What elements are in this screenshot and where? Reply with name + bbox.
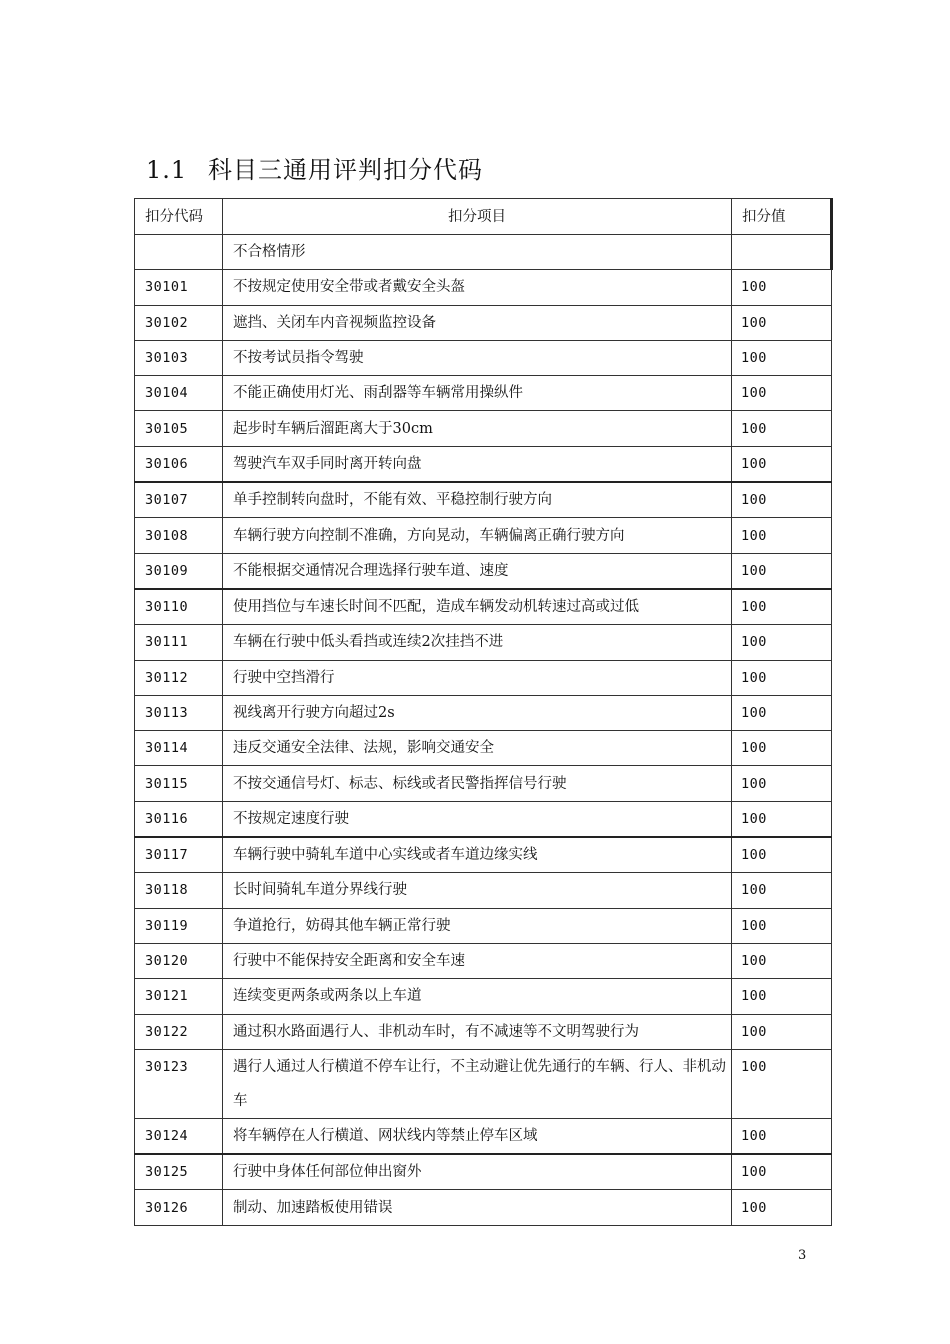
deduction-item: 遮挡、关闭车内音视频监控设备 bbox=[223, 305, 732, 340]
deduction-code: 30122 bbox=[135, 1014, 223, 1049]
header-code: 扣分代码 bbox=[135, 199, 223, 235]
deduction-item: 不按规定使用安全带或者戴安全头盔 bbox=[223, 270, 732, 305]
deduction-code: 30117 bbox=[135, 837, 223, 873]
deduction-code: 30105 bbox=[135, 411, 223, 446]
section-number: 1.1 bbox=[146, 156, 188, 184]
deduction-code: 30116 bbox=[135, 801, 223, 837]
table-header-row bbox=[135, 199, 832, 235]
deduction-value: 100 bbox=[732, 1118, 832, 1154]
deduction-value: 100 bbox=[732, 1190, 832, 1225]
deduction-code: 30106 bbox=[135, 446, 223, 482]
table-row bbox=[135, 1118, 832, 1154]
deduction-item: 车辆行驶方向控制不准确，方向晃动，车辆偏离正确行驶方向 bbox=[223, 518, 732, 553]
deduction-item: 不能正确使用灯光、雨刮器等车辆常用操纵件 bbox=[223, 376, 732, 411]
deduction-item: 遇行人通过人行横道不停车让行，不主动避让优先通行的车辆、行人、非机动车 bbox=[223, 1049, 732, 1118]
deduction-value: 100 bbox=[732, 731, 832, 766]
deduction-code: 30114 bbox=[135, 731, 223, 766]
table-row bbox=[135, 1190, 832, 1225]
deduction-code: 30102 bbox=[135, 305, 223, 340]
deduction-value: 100 bbox=[732, 589, 832, 625]
deduction-item: 使用挡位与车速长时间不匹配，造成车辆发动机转速过高或过低 bbox=[223, 589, 732, 625]
deduction-item: 不按考试员指令驾驶 bbox=[223, 340, 732, 375]
deduction-value: 100 bbox=[732, 766, 832, 801]
deduction-code: 30109 bbox=[135, 553, 223, 589]
deduction-item: 通过积水路面遇行人、非机动车时，有不减速等不文明驾驶行为 bbox=[223, 1014, 732, 1049]
deduction-code: 30115 bbox=[135, 766, 223, 801]
deduction-code: 30119 bbox=[135, 908, 223, 943]
deduction-code: 30126 bbox=[135, 1190, 223, 1225]
table-row bbox=[135, 1049, 832, 1118]
deduction-code: 30104 bbox=[135, 376, 223, 411]
section-label-row bbox=[135, 235, 832, 270]
deduction-value: 100 bbox=[732, 695, 832, 730]
deduction-item: 不按交通信号灯、标志、标线或者民警指挥信号行驶 bbox=[223, 766, 732, 801]
table-row bbox=[135, 589, 832, 625]
deduction-value: 100 bbox=[732, 837, 832, 873]
deduction-item: 起步时车辆后溜距离大于30cm bbox=[223, 411, 732, 446]
deduction-code: 30103 bbox=[135, 340, 223, 375]
table-row bbox=[135, 376, 832, 411]
deduction-value: 100 bbox=[732, 1154, 832, 1190]
deduction-value: 100 bbox=[732, 270, 832, 305]
deduction-value: 100 bbox=[732, 801, 832, 837]
table-row bbox=[135, 1154, 832, 1190]
table-row bbox=[135, 801, 832, 837]
deduction-code: 30101 bbox=[135, 270, 223, 305]
deduction-item: 制动、加速踏板使用错误 bbox=[223, 1190, 732, 1225]
deduction-code: 30113 bbox=[135, 695, 223, 730]
table-row bbox=[135, 660, 832, 695]
deduction-value: 100 bbox=[732, 873, 832, 908]
deduction-item: 长时间骑轧车道分界线行驶 bbox=[223, 873, 732, 908]
deduction-value: 100 bbox=[732, 1049, 832, 1118]
deduction-code: 30108 bbox=[135, 518, 223, 553]
deduction-item: 连续变更两条或两条以上车道 bbox=[223, 979, 732, 1014]
deduction-code: 30123 bbox=[135, 1049, 223, 1118]
deduction-item: 不按规定速度行驶 bbox=[223, 801, 732, 837]
section-label: 不合格情形 bbox=[223, 235, 732, 270]
deduction-code: 30112 bbox=[135, 660, 223, 695]
deduction-value: 100 bbox=[732, 908, 832, 943]
deduction-value: 100 bbox=[732, 340, 832, 375]
section-label-value-cell bbox=[732, 235, 832, 270]
deduction-item: 违反交通安全法律、法规，影响交通安全 bbox=[223, 731, 732, 766]
page-number: 3 bbox=[798, 1248, 807, 1263]
deduction-code: 30124 bbox=[135, 1118, 223, 1154]
deduction-code: 30125 bbox=[135, 1154, 223, 1190]
table-row bbox=[135, 625, 832, 660]
deduction-value: 100 bbox=[732, 518, 832, 553]
deduction-value: 100 bbox=[732, 411, 832, 446]
table-row bbox=[135, 411, 832, 446]
deduction-item: 不能根据交通情况合理选择行驶车道、速度 bbox=[223, 553, 732, 589]
deduction-item: 行驶中身体任何部位伸出窗外 bbox=[223, 1154, 732, 1190]
table-row bbox=[135, 943, 832, 978]
deduction-value: 100 bbox=[732, 482, 832, 518]
deduction-value: 100 bbox=[732, 553, 832, 589]
table-row bbox=[135, 553, 832, 589]
deduction-value: 100 bbox=[732, 979, 832, 1014]
deduction-value: 100 bbox=[732, 625, 832, 660]
deduction-item: 行驶中空挡滑行 bbox=[223, 660, 732, 695]
table-row bbox=[135, 305, 832, 340]
deduction-value: 100 bbox=[732, 1014, 832, 1049]
deduction-item: 将车辆停在人行横道、网状线内等禁止停车区域 bbox=[223, 1118, 732, 1154]
deduction-value: 100 bbox=[732, 376, 832, 411]
table-row bbox=[135, 482, 832, 518]
table-row bbox=[135, 1014, 832, 1049]
deduction-value: 100 bbox=[732, 305, 832, 340]
deduction-item: 争道抢行，妨碍其他车辆正常行驶 bbox=[223, 908, 732, 943]
table-row bbox=[135, 837, 832, 873]
deduction-item: 驾驶汽车双手同时离开转向盘 bbox=[223, 446, 732, 482]
table-row bbox=[135, 908, 832, 943]
table-row bbox=[135, 979, 832, 1014]
deduction-item: 单手控制转向盘时，不能有效、平稳控制行驶方向 bbox=[223, 482, 732, 518]
deduction-value: 100 bbox=[732, 943, 832, 978]
deduction-value: 100 bbox=[732, 660, 832, 695]
deduction-code: 30120 bbox=[135, 943, 223, 978]
table-row bbox=[135, 731, 832, 766]
deduction-code: 30110 bbox=[135, 589, 223, 625]
header-item: 扣分项目 bbox=[223, 199, 732, 235]
deduction-code: 30118 bbox=[135, 873, 223, 908]
table-row bbox=[135, 340, 832, 375]
header-value: 扣分值 bbox=[732, 199, 832, 235]
section-label-code-cell bbox=[135, 235, 223, 270]
section-heading bbox=[146, 150, 483, 185]
deduction-item: 行驶中不能保持安全距离和安全车速 bbox=[223, 943, 732, 978]
deduction-value: 100 bbox=[732, 446, 832, 482]
deduction-item: 视线离开行驶方向超过2s bbox=[223, 695, 732, 730]
deduction-item: 车辆行驶中骑轧车道中心实线或者车道边缘实线 bbox=[223, 837, 732, 873]
deduction-code: 30121 bbox=[135, 979, 223, 1014]
deduction-code-table bbox=[134, 198, 833, 1226]
table-row bbox=[135, 446, 832, 482]
table-row bbox=[135, 518, 832, 553]
table-row bbox=[135, 270, 832, 305]
section-title: 科目三通用评判扣分代码 bbox=[208, 156, 483, 184]
deduction-code: 30111 bbox=[135, 625, 223, 660]
deduction-code: 30107 bbox=[135, 482, 223, 518]
table-row bbox=[135, 695, 832, 730]
deduction-item: 车辆在行驶中低头看挡或连续2次挂挡不进 bbox=[223, 625, 732, 660]
table-row bbox=[135, 873, 832, 908]
table-row bbox=[135, 766, 832, 801]
